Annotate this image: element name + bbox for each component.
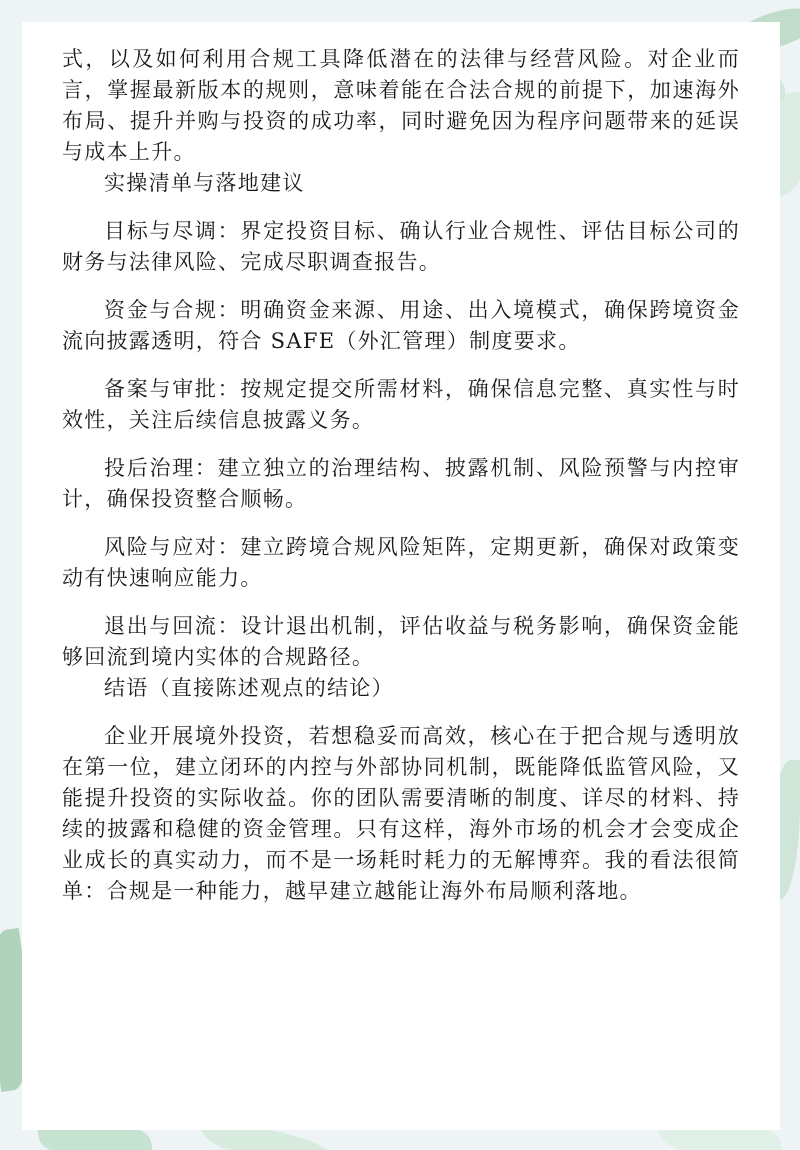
checklist-item-funds: 资金与合规：明确资金来源、用途、出入境模式，确保跨境资金流向披露透明，符合 SAFE（外汇管理）制度要求。 xyxy=(62,298,740,353)
checklist-item-filing: 备案与审批：按规定提交所需材料，确保信息完整、真实性与时效性，关注后续信息披露义务。 xyxy=(62,377,740,432)
checklist-item-exit: 退出与回流：设计退出机制，评估收益与税务影响，确保资金能够回流到境内实体的合规路径。 xyxy=(62,614,740,669)
checklist-item-governance: 投后治理：建立独立的治理结构、披露机制、风险预警与内控审计，确保投资整合顺畅。 xyxy=(62,456,740,511)
checklist-item-goals: 目标与尽调：界定投资目标、确认行业合规性、评估目标公司的财务与法律风险、完成尽职调查报告。 xyxy=(62,219,740,274)
conclusion-heading: 结语（直接陈述观点的结论） xyxy=(104,676,394,700)
conclusion-paragraph: 企业开展境外投资，若想稳妥而高效，核心在于把合规与透明放在第一位，建立闭环的内控与外部协同机制，既能降低监管风险，又能提升投资的实际收益。你的团队需要清晰的制度、详尽的材料、持续的披露和稳健的资金管理。只有这样，海外市场的机会才会变成企业成长的真实动力，而不是一场耗时耗力的无解博弈。我的看法很简单：合规是一种能力，越早建立越能让海外布局顺利落地。 xyxy=(62,724,740,903)
checklist-item-risk: 风险与应对：建立跨境合规风险矩阵，定期更新，确保对政策变动有快速响应能力。 xyxy=(62,535,740,590)
checklist-heading: 实操清单与落地建议 xyxy=(104,171,305,195)
document-page xyxy=(22,22,780,1130)
intro-paragraph: 式，以及如何利用合规工具降低潜在的法律与经营风险。对企业而言，掌握最新版本的规则，意味着能在合法合规的前提下，加速海外布局、提升并购与投资的成功率，同时避免因为程序问题带来的延误与成本上升。 xyxy=(62,47,740,164)
